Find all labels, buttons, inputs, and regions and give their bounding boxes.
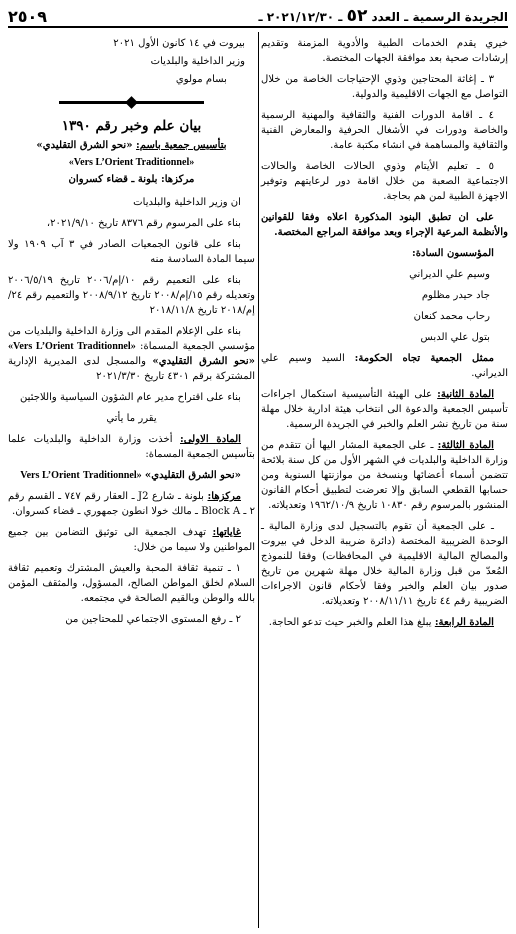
article-3	[261, 438, 508, 513]
article-1-names	[8, 468, 255, 483]
journal-header	[258, 6, 508, 26]
goals-label: غاياتها:	[212, 527, 241, 538]
basis-4	[8, 324, 255, 384]
headquarters-label: مركزها:	[207, 491, 241, 502]
article-1-text: أخذت وزارة الداخلية والبلديات علما بتأسيس الجمعية المسماة:	[8, 434, 255, 460]
representative-name: السيد وسيم علي الديراني.	[261, 353, 508, 379]
association-name-fr-line	[8, 155, 255, 170]
notice-title: بيان علم وخبر رقم ١٣٩٠	[61, 118, 202, 134]
headquarters-text: بلونة ـ شارع J2 ـ العقار رقم ٧٤٧ ـ القسم رقم ٢ ـ Block A ـ مالك خولا انطون جمهوري ـ قضاء كسروان.	[8, 491, 255, 517]
association-name-fr: «Vers L’Orient Traditionnel»	[68, 157, 195, 168]
issue-number: ٥٢	[346, 6, 368, 26]
article-1-name-fr-a: Vers L’Orient	[20, 470, 80, 481]
goal-item-1: ١ ـ تنمية ثقافة المحبة والعيش المشترك وتعميم ثقافة السلام لخلق المواطن الصالح، المسؤول، والمثقف المؤمن بالله والوطن وبالقيم الصالحة في مجتمعه.	[8, 563, 255, 604]
founder-name: رحاب محمد كنعان	[413, 311, 490, 322]
representative-label: ممثل الجمعية تجاه الحكومة:	[354, 353, 494, 364]
association-name-ar: «نحو الشرق التقليدي»	[36, 140, 133, 151]
issue-date: ـ ٢٠٢١/١٢/٣٠ ـ	[258, 10, 343, 24]
page-header	[8, 6, 508, 28]
founders-label: المؤسسون السادة:	[411, 248, 494, 259]
signature-block	[8, 36, 255, 88]
founder-name: جاد حيدر مظلوم	[421, 290, 490, 301]
basis-4-name-fr: «Vers L’Orient Traditionnel»	[8, 341, 136, 352]
article-1-label: المادة الاولى:	[180, 434, 241, 445]
article-4-label: المادة الرابعة:	[434, 617, 494, 628]
founder-name: بتول علي الدبس	[420, 332, 490, 343]
article-3-tax: ـ على الجمعية أن تقوم بالتسجيل لدى وزارة المالية ـ الوحدة الضريبية المختصة (دائرة ضريبة الدخل في بيروت والمصالح المالية الاقليمية في المحافظات) وفقا للنموذج المُعدّ من قبل وزارة المالية خلال مهلة شهرين من تاريخ صدور بيان العلم والخبر وفقا لأحكام قانون الاجراءات الضريبية رقم ٤٤ تاريخ ٢٠٠٨/١١/١١ وتعديلاته.	[261, 521, 508, 607]
minister-line: ان وزير الداخلية والبلديات	[133, 197, 241, 208]
signature-place-date: بيروت في ١٤ كانون الأول ٢٠٢١	[113, 38, 245, 49]
founding-line	[8, 138, 255, 153]
article-4	[261, 615, 508, 630]
basis-4-start: بناء على الإعلام المقدم الى وزارة الداخلية والبلديات من مؤسسي الجمعية المسماة:	[8, 326, 255, 352]
basis-4-end: والمسجل لدى المديرية الإدارية المشتركة برقم ٤٣٠١ تاريخ ٢٠٢١/٣/٣٠	[8, 356, 255, 382]
signature-ministry: وزير الداخلية والبلديات	[150, 56, 245, 67]
founder-name: وسيم علي الديراني	[409, 269, 490, 280]
signature-name: بسام مولوي	[175, 74, 227, 85]
section-separator	[8, 98, 255, 107]
article-2-label: المادة الثانية:	[437, 389, 494, 400]
goal-item-4: ٤ ـ اقامة الدورات الفنية والثقافية والمهنية الرسمية والخاصة ودورات في الأشغال الحرفية والمعارض الفنية والثقافية والمساهمة في انشاء مكتبة عامة.	[261, 110, 508, 151]
headquarters-line: مركزها: بلونة ـ قضاء كسروان	[68, 174, 195, 185]
basis-4-name-ar: «نحو الشرق التقليدي»	[152, 356, 255, 367]
article-1	[8, 432, 255, 462]
decision-heading: يقرر ما يأتي	[106, 413, 157, 424]
founders-list	[261, 267, 490, 345]
basis-2: بناء على قانون الجمعيات الصادر في ٣ آب ١٩٠٩ ولا سيما المادة السادسة منه	[8, 239, 255, 265]
goal-item-5: ٥ ـ تعليم الأيتام وذوي الحالات الخاصة والحالات الاجتماعية الصعبة من خلال اقامة دور لرعايتهم وتوفير الاجهزة الطبية لمن هم بحاجة.	[261, 161, 508, 202]
headquarters-detail	[8, 489, 255, 519]
article-2	[261, 387, 508, 432]
conditions-paragraph: على ان تطبق البنود المذكورة اعلاه وفقا للقوانين والأنظمة المرعية الإجراء وبعد موافقة المراجع المختصة.	[261, 212, 508, 238]
government-representative	[261, 351, 508, 381]
journal-title: الجريدة الرسمية ـ العدد	[371, 10, 508, 24]
article-4-text: يبلغ هذا العلم والخبر حيث تدعو الحاجة.	[268, 617, 432, 628]
article-3-text: ـ على الجمعية المشار اليها أن تتقدم من وزارة الداخلية والبلديات في الشهر الأول من كل سنة بلائحة تتضمن أسماء أعضائها وبنسخة من موازنتها السنوية ومن حسابها القطعي السابق وإلا تعرضت لتطبيق أحكام القانون المنشور بالمرسوم رقم ١٠٨٣٠ تاريخ ١٩٦٢/١٠/٩ وتعديلاته.	[261, 440, 508, 511]
column-divider	[258, 32, 259, 928]
right-column	[261, 36, 508, 636]
paragraph: خيري يقدم الخدمات الطبية والأدوية المزمنة وتقديم إرشادات صحية بعد موافقة الجهات المختصة.	[261, 38, 508, 64]
article-1-name-ar: «نحو الشرق التقليدي»	[144, 470, 241, 481]
goal-item-2: ٢ ـ رفع المستوى الاجتماعي للمحتاجين من	[65, 614, 241, 625]
basis-1: بناء على المرسوم رقم ٨٣٧٦ تاريخ ٢٠٢١/٩/١٠،	[46, 218, 241, 229]
article-3-label: المادة الثالثة:	[437, 440, 494, 451]
goal-item-3: ٣ ـ إغاثة المحتاجين وذوي الإحتياجات الخاصة من خلال التواصل مع الجهات الاقليمية والدولية.	[261, 74, 508, 100]
article-2-text: على الهيئة التأسيسية استكمال اجراءات تأسيس الجمعية والدعوة الى انتخاب هيئة ادارية خلال مهلة سنة من تاريخ نشر العلم والخبر في الجريدة الرسمية.	[261, 389, 508, 430]
article-1-name-fr-b: Traditionnel»	[82, 470, 142, 481]
goals	[8, 525, 255, 555]
founding-label: بتأسيس جمعية باسم:	[136, 140, 227, 151]
left-column	[8, 36, 255, 633]
diamond-icon	[125, 96, 138, 109]
goals-text: تهدف الجمعية الى توثيق التضامن بين جميع المواطنين ولا سيما من خلال:	[8, 527, 255, 553]
basis-5: بناء على اقتراح مدير عام الشؤون السياسية واللاجئين	[19, 392, 241, 403]
page-number: ٢٥٠٩	[8, 6, 48, 26]
basis-3: بناء على التعميم رقم ١٠/إم/٢٠٠٦ تاريخ ٢٠٠٦/٥/١٩ وتعديله رقم ١٥/إم/٢٠٠٨ تاريخ ٢٠٠٨/٩/١٢ والتعميم رقم ٢٤/إم/٢٠١٨ تاريخ ٢٠١٨/١١/٨	[8, 275, 256, 316]
